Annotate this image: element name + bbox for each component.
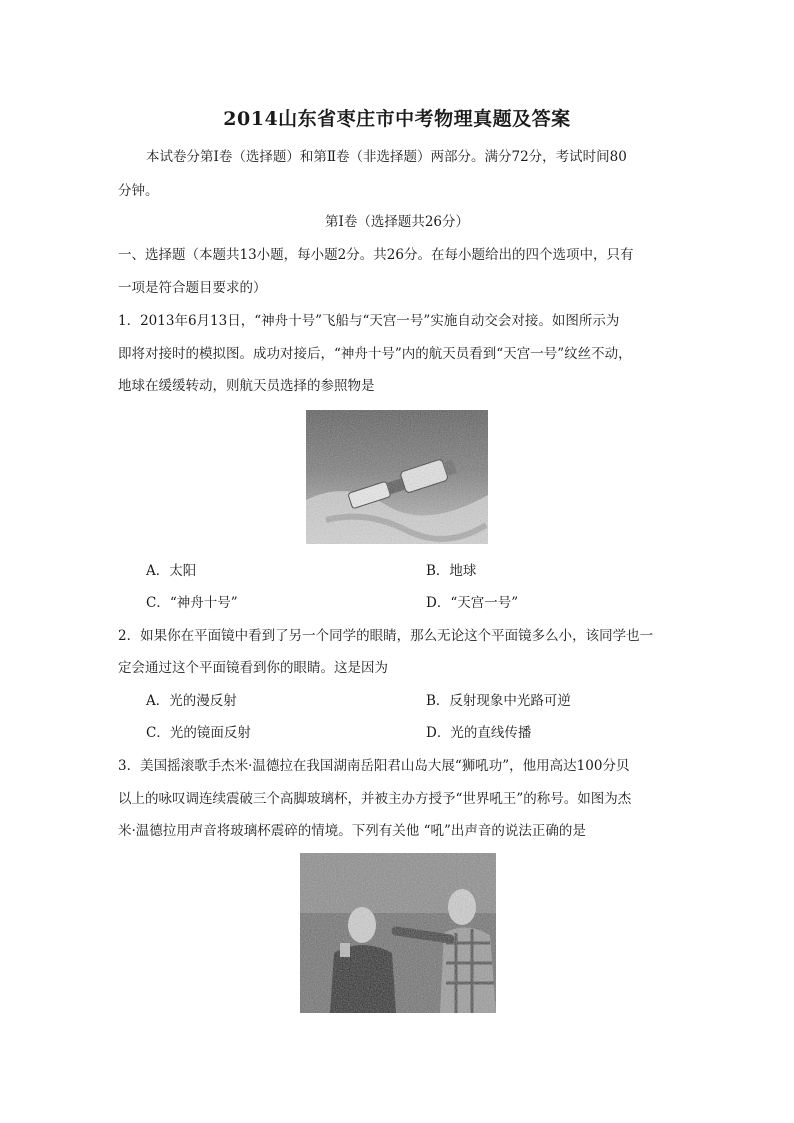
q2-line-2: 定会通过这个平面镜看到你的眼睛。这是因为 [118,660,388,676]
q3-line-3: 米·温德拉用声音将玻璃杯震碎的情境。下列有关他 “吼”出声音的说法正确的是 [118,823,586,839]
intro-line-1: 本试卷分第Ⅰ卷（选择题）和第Ⅱ卷（非选择题）两部分。满分72分，考试时间80 [146,149,627,165]
section-heading: 第Ⅰ卷（选择题共26分） [324,214,469,230]
q3-line-1: 3．美国摇滚歌手杰米·温德拉在我国湖南岳阳君山岛大展“狮吼功”，他用高达100分贝 [118,758,630,774]
q2-option-c: C．光的镜面反射 [146,725,251,741]
q2-line-1: 2．如果你在平面镜中看到了另一个同学的眼睛，那么无论这个平面镜多么小，该同学也一 [118,628,654,644]
q2-option-d: D．光的直线传播 [426,725,532,741]
q1-line-3: 地球在缓缓转动，则航天员选择的参照物是 [118,378,375,394]
q2-option-a: A．光的漫反射 [146,693,237,709]
singer-figure [300,853,496,1013]
page-title: 2014山东省枣庄市中考物理真题及答案 [223,108,571,130]
q1-option-b: B．地球 [426,563,477,579]
docking-figure [306,410,488,544]
q1-line-1: 1．2013年6月13日，“神舟十号”飞船与“天宫一号”实施自动交会对接。如图所示为 [118,313,620,329]
intro-line-2: 分钟。 [118,183,159,199]
part-one-line-2: 一项是符合题目要求的） [118,280,267,296]
q1-option-c: C．“神舟十号” [146,595,238,611]
q1-option-a: A．太阳 [146,563,197,579]
q1-option-d: D．“天宫一号” [426,595,519,611]
part-one-line-1: 一、选择题（本题共13小题，每小题2分。共26分。在每小题给出的四个选项中，只有 [118,247,634,263]
q1-line-2: 即将对接时的模拟图。成功对接后，“神舟十号”内的航天员看到“天宫一号”纹丝不动， [118,346,632,362]
q3-line-2: 以上的咏叹调连续震破三个高脚玻璃杯，并被主办方授予“世界吼王”的称号。如图为杰 [118,791,632,807]
q2-option-b: B．反射现象中光路可逆 [426,693,571,709]
